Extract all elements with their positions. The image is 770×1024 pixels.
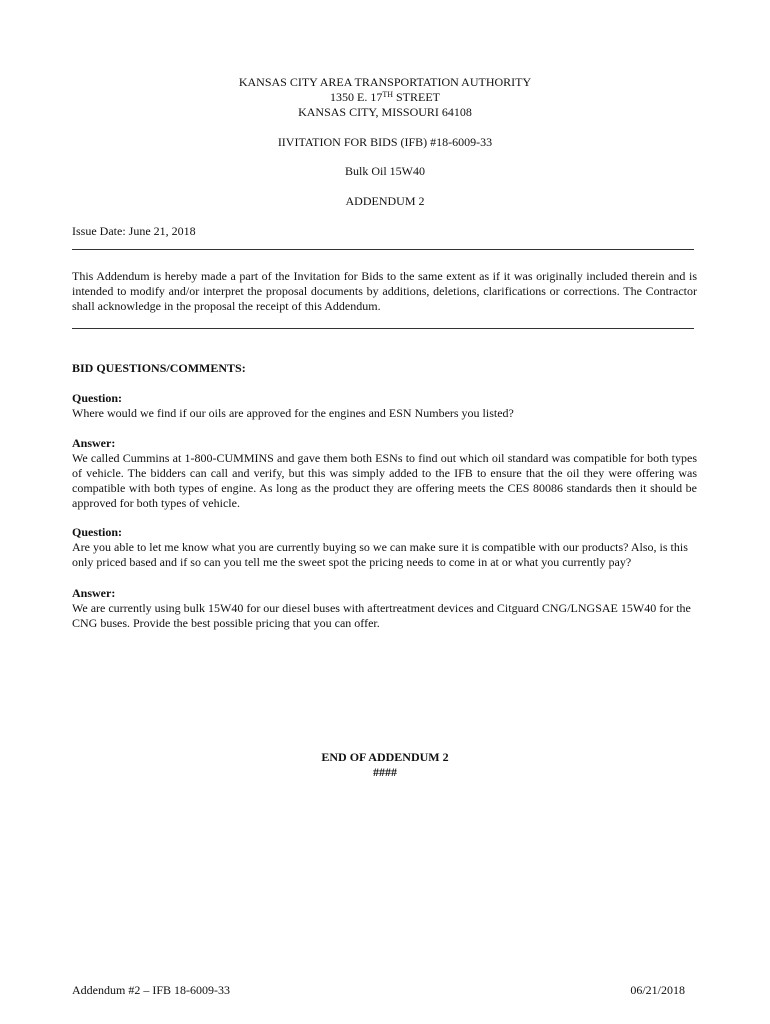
footer-reference: Addendum #2 – IFB 18-6009-33 [72, 983, 230, 997]
street-name: STREET [393, 90, 440, 104]
question-2-label: Question: [72, 525, 123, 539]
org-name: KANSAS CITY AREA TRANSPORTATION AUTHORITY [238, 75, 532, 89]
answer-1-label: Answer: [72, 436, 116, 450]
divider-top [72, 249, 694, 250]
end-title: END OF ADDENDUM 2 [321, 750, 449, 764]
question-2-text: Are you able to let me know what you are currently buying so we can make sure it is compatible with our products? Also, is this only priced based and if so can you tell me the sweet spot the pricing needs to come in at or what you currently pay? [72, 540, 688, 569]
street-ordinal: TH [382, 90, 393, 99]
street-number: 1350 E. 17 [329, 90, 383, 104]
end-marks: #### [373, 765, 397, 779]
footer-date: 06/21/2018 [630, 983, 685, 997]
question-1-text: Where would we find if our oils are approved for the engines and ESN Numbers you listed? [72, 406, 514, 420]
intro-paragraph: This Addendum is hereby made a part of the Invitation for Bids to the same extent as if it was originally included therein and is intended to modify and/or interpret the proposal documents by additions, deletions, clarifications or corrections. The Contractor shall acknowledge in the proposal the receipt of this Addendum. [72, 269, 697, 313]
divider-bottom [72, 328, 694, 329]
product-title: Bulk Oil 15W40 [345, 164, 425, 178]
addendum-title: ADDENDUM 2 [345, 194, 425, 208]
street-address [0, 90, 770, 105]
issue-date: Issue Date: June 21, 2018 [72, 224, 196, 238]
answer-2-text: We are currently using bulk 15W40 for our diesel buses with aftertreatment devices and Citguard CNG/LNGSAE 15W40 for the CNG buses. Provide the best possible pricing that you can offer. [72, 601, 691, 630]
answer-2-label: Answer: [72, 586, 116, 600]
section-title: BID QUESTIONS/COMMENTS: [72, 361, 246, 375]
answer-1-text: We called Cummins at 1-800-CUMMINS and gave them both ESNs to find out which oil standard was compatible for both types of vehicle. The bidders can call and verify, but this was simply added to the IFB to ensure that the oil they were offering was compatible with both types of engine. As long as the product they are offering meets the CES 80086 standards then it should be approved for both types of vehicle. [72, 451, 697, 510]
question-1-label: Question: [72, 391, 123, 405]
ifb-title: IIVITATION FOR BIDS (IFB) #18-6009-33 [277, 135, 493, 149]
city-state-zip: KANSAS CITY, MISSOURI 64108 [298, 105, 472, 119]
